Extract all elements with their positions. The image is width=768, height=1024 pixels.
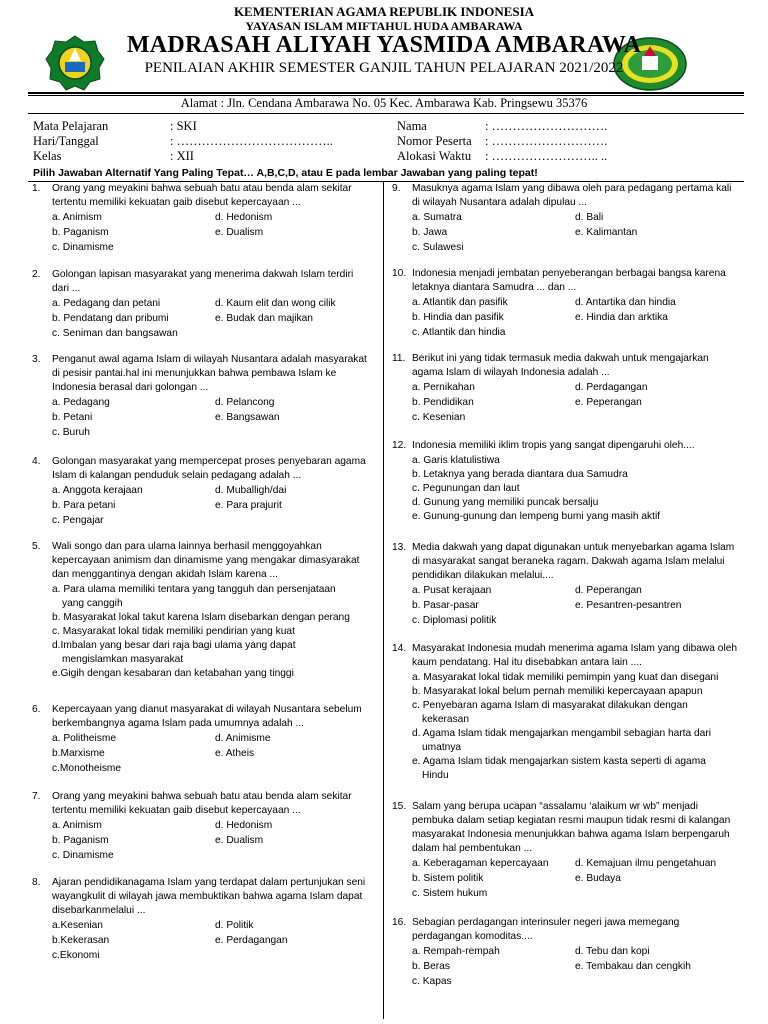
answer-option[interactable]: b.Marxisme bbox=[52, 748, 105, 759]
answer-option[interactable]: a. Atlantik dan pasifik bbox=[412, 297, 508, 308]
question-number: 11. bbox=[392, 353, 406, 364]
question-text: Orang yang meyakini bahwa sebuah batu atau benda alam sekitar tertentu memiliki kekuatan gaib disebut kepercayaan ... bbox=[52, 183, 352, 208]
answer-option[interactable]: e. Peperangan bbox=[575, 397, 642, 408]
answer-option[interactable]: a. Pedagang bbox=[52, 397, 110, 408]
foundation-title: YAYASAN ISLAM MIFTAHUL HUDA AMBARAWA bbox=[245, 19, 523, 33]
school-address: Alamat : Jln. Cendana Ambarawa No. 05 Kec. Ambarawa Kab. Pringsewu 35376 bbox=[180, 96, 588, 110]
question-item bbox=[32, 182, 372, 256]
answer-option[interactable]: d. Muballigh/dai bbox=[215, 485, 287, 496]
answer-option[interactable]: a. Garis klatulistiwa bbox=[412, 455, 500, 466]
answer-option[interactable]: a. Animism bbox=[52, 820, 102, 831]
answer-options bbox=[52, 819, 372, 864]
question-text: Golongan masyarakat yang mempercepat proses penyebaran agama Islam di kalangan penduduk selain pedagang adalah ... bbox=[52, 456, 366, 481]
exam-header bbox=[0, 0, 768, 112]
answer-option[interactable]: d. Peperangan bbox=[575, 585, 642, 596]
answer-option[interactable]: c. Pegunungan dan laut bbox=[412, 483, 520, 494]
question-item bbox=[32, 703, 372, 777]
answer-option[interactable]: b. Masyarakat lokal belum pernah memiliki kepercayaan apapun bbox=[412, 686, 703, 697]
answer-option[interactable]: b. Para petani bbox=[52, 500, 116, 511]
answer-option[interactable]: e. Agama Islam tidak mengajarkan sistem kasta seperti di agama Hindu bbox=[412, 756, 706, 781]
exam-title: PENILAIAN AKHIR SEMESTER GANJIL TAHUN PELAJARAN 2021/2022 bbox=[144, 60, 624, 76]
name-label: Nama bbox=[397, 119, 427, 133]
exam-instruction: Pilih Jawaban Alternatif Yang Paling Tepat… A,B,C,D, atau E pada lembar Jawaban yang paling tepat! bbox=[33, 167, 538, 179]
answer-option[interactable]: e. Bangsawan bbox=[215, 412, 280, 423]
answer-option[interactable]: a. Pusat kerajaan bbox=[412, 585, 492, 596]
question-text: Indonesia menjadi jembatan penyeberangan berbagai bangsa karena letaknya diantara Samudra ... dan ... bbox=[412, 268, 726, 293]
answer-option[interactable]: a.Kesenian bbox=[52, 920, 103, 931]
answer-option[interactable]: c. Dinamisme bbox=[52, 242, 114, 253]
question-item bbox=[392, 800, 742, 902]
question-text: Wali songo dan para ulama lainnya berhasil menggoyahkan kepercayaan animism dan dinamisme yang mengakar dimasyarakat dan menggantinya dengan akidah Islam karena ... bbox=[52, 541, 360, 580]
question-number: 1. bbox=[32, 183, 41, 194]
question-number: 15. bbox=[392, 801, 407, 812]
answer-option[interactable]: d. Kaum elit dan wong cilik bbox=[215, 298, 336, 309]
answer-option[interactable]: d. Pelancong bbox=[215, 397, 275, 408]
question-item bbox=[392, 439, 742, 524]
question-text: Orang yang meyakini bahwa sebuah batu atau benda alam sekitar tertentu memiliki kekuatan gaib disebut kepercayaan ... bbox=[52, 791, 352, 816]
answer-option[interactable]: b. Paganism bbox=[52, 835, 109, 846]
question-number: 8. bbox=[32, 877, 41, 888]
question-text: Penganut awal agama Islam di wilayah Nusantara adalah masyarakat di pesisir pantai.hal ini menunjukkan bahwa pembawa Islam ke Indonesia berasal dari golongan ... bbox=[52, 354, 367, 393]
question-stem bbox=[392, 916, 742, 944]
answer-option[interactable]: e. Dualism bbox=[215, 835, 264, 846]
subject-value: : SKI bbox=[170, 119, 197, 133]
question-stem bbox=[392, 642, 742, 670]
question-number: 2. bbox=[32, 269, 41, 280]
question-stem bbox=[32, 268, 372, 296]
question-text: Masuknya agama Islam yang dibawa oleh para pedagang pertama kali di wilayah Nusantara adalah dipulau ... bbox=[412, 183, 732, 208]
answer-options bbox=[412, 296, 742, 341]
answer-option[interactable]: c. Masyarakat lokal tidak memiliki pendirian yang kuat bbox=[52, 626, 295, 637]
question-item bbox=[32, 455, 372, 529]
question-text: Indonesia memiliki iklim tropis yang sangat dipengaruhi oleh.... bbox=[412, 440, 695, 451]
answer-option[interactable]: a. Rempah-rempah bbox=[412, 946, 500, 957]
address-rule bbox=[28, 113, 744, 114]
question-number: 13. bbox=[392, 542, 407, 553]
answer-option[interactable]: c. Penyebaran agama Islam di masyarakat dilakukan dengan kekerasan bbox=[412, 700, 688, 725]
answer-options bbox=[412, 671, 722, 783]
question-text: Berikut ini yang tidak termasuk media dakwah untuk mengajarkan agama Islam di wilayah Indonesia adalah ... bbox=[412, 353, 709, 378]
question-text: Masyarakat Indonesia mudah menerima agama Islam yang dibawa oleh kaum pendatang. Hal itu disebabkan antara lain .... bbox=[412, 643, 738, 668]
answer-option[interactable]: d. Tebu dan kopi bbox=[575, 946, 650, 957]
question-stem bbox=[392, 352, 742, 380]
answer-option[interactable]: c. Sulawesi bbox=[412, 242, 464, 253]
date-label: Hari/Tanggal bbox=[33, 134, 99, 148]
column-divider bbox=[383, 181, 384, 1019]
answer-option[interactable]: d. Animisme bbox=[215, 733, 271, 744]
question-item bbox=[392, 182, 742, 256]
answer-option[interactable]: c. Diplomasi politik bbox=[412, 615, 497, 626]
answer-options bbox=[52, 396, 372, 441]
question-number: 12. bbox=[392, 440, 407, 451]
question-stem bbox=[32, 876, 372, 918]
class-value: : XII bbox=[170, 149, 194, 163]
answer-option[interactable]: e. Gunung-gunung dan lempeng bumi yang masih aktif bbox=[412, 511, 661, 522]
answer-option[interactable]: e. Hindia dan arktika bbox=[575, 312, 668, 323]
answer-options bbox=[412, 454, 722, 524]
answer-option[interactable]: c.Ekonomi bbox=[52, 950, 100, 961]
answer-options bbox=[412, 211, 742, 256]
answer-option[interactable]: d. Hedonism bbox=[215, 820, 273, 831]
answer-option[interactable]: a. Masyarakat lokal tidak memiliki pemimpin yang kuat dan disegani bbox=[412, 672, 719, 683]
time-allocation-label: Alokasi Waktu bbox=[397, 149, 472, 163]
answer-option[interactable]: e. Dualism bbox=[215, 227, 264, 238]
answer-option[interactable]: c. Buruh bbox=[52, 427, 90, 438]
answer-option[interactable]: d. Perdagangan bbox=[575, 382, 648, 393]
question-text: Media dakwah yang dapat digunakan untuk menyebarkan agama Islam di masyarakat sangat beraneka ragam. Dakwah agama Islam melalui pendidikan dilakukan melalui.... bbox=[412, 542, 735, 581]
answer-option[interactable]: b. Pendidikan bbox=[412, 397, 474, 408]
question-item bbox=[32, 790, 372, 864]
answer-option[interactable]: b. Masyarakat lokal takut karena Islam disebarkan dengan perang bbox=[52, 612, 350, 623]
participant-number-value: : ………………………. bbox=[485, 134, 608, 148]
answer-option[interactable]: d. Antartika dan hindia bbox=[575, 297, 676, 308]
answer-options bbox=[412, 584, 742, 629]
question-item bbox=[32, 268, 372, 342]
question-number: 7. bbox=[32, 791, 41, 802]
question-item bbox=[32, 876, 372, 964]
subject-label: Mata Pelajaran bbox=[33, 119, 109, 133]
question-text: Sebagian perdagangan interinsuler negeri jawa memegang perdagangan komoditas.... bbox=[412, 917, 680, 942]
question-stem bbox=[32, 703, 372, 731]
question-item bbox=[392, 541, 742, 629]
question-stem bbox=[32, 182, 372, 210]
question-number: 16. bbox=[392, 917, 407, 928]
answer-option[interactable]: e. Kalimantan bbox=[575, 227, 638, 238]
question-number: 10. bbox=[392, 268, 407, 279]
question-stem bbox=[392, 439, 742, 453]
answer-option[interactable]: b. Pendatang dan pribumi bbox=[52, 313, 169, 324]
question-item bbox=[392, 352, 742, 426]
answer-option[interactable]: a. Keberagaman kepercayaan bbox=[412, 858, 549, 869]
question-item bbox=[392, 267, 742, 341]
question-stem bbox=[392, 182, 742, 210]
question-text: Golongan lapisan masyarakat yang menerima dakwah Islam terdiri dari ... bbox=[52, 269, 354, 294]
answer-option[interactable]: e. Atheis bbox=[215, 748, 255, 759]
participant-number-label: Nomor Peserta bbox=[397, 134, 472, 148]
answer-option[interactable]: d. Politik bbox=[215, 920, 254, 931]
answer-option[interactable]: d. Hedonism bbox=[215, 212, 273, 223]
answer-option[interactable]: b. Letaknya yang berada diantara dua Samudra bbox=[412, 469, 628, 480]
answer-option[interactable]: c. Kesenian bbox=[412, 412, 466, 423]
answer-option[interactable]: e. Pesantren-pesantren bbox=[575, 600, 682, 611]
answer-option[interactable]: a. Sumatra bbox=[412, 212, 462, 223]
header-rule-thick bbox=[28, 92, 744, 94]
answer-options bbox=[412, 381, 742, 426]
question-stem bbox=[392, 267, 742, 295]
question-item bbox=[392, 642, 742, 783]
answer-option[interactable]: b. Beras bbox=[412, 961, 450, 972]
answer-option[interactable]: d.Imbalan yang besar dari raja bagi ulama yang dapat mengislamkan masyarakat bbox=[52, 640, 296, 665]
question-item bbox=[392, 916, 742, 990]
answer-option[interactable]: c. Dinamisme bbox=[52, 850, 114, 861]
answer-option[interactable]: a. Pedagang dan petani bbox=[52, 298, 161, 309]
question-stem bbox=[32, 790, 372, 818]
answer-option[interactable]: a. Para ulama memiliki tentara yang tangguh dan persenjataan yang canggih bbox=[52, 584, 336, 609]
answer-options bbox=[52, 732, 372, 777]
answer-option[interactable]: e.Gigih dengan kesabaran dan ketabahan yang tinggi bbox=[52, 668, 294, 679]
answer-option[interactable]: b. Jawa bbox=[412, 227, 448, 238]
school-title: MADRASAH ALIYAH YASMIDA AMBARAWA bbox=[126, 32, 642, 58]
question-text: Salam yang berupa ucapan “assalamu ‘alaikum wr wb” menjadi pembuka dalam setiap kegiatan resmi maupun tidak resmi di kalangan masyarakat Indonesia menunjukkan bahwa agama Islam berpengaruh dalam hal pembentukan ... bbox=[412, 801, 731, 854]
question-number: 6. bbox=[32, 704, 41, 715]
answer-options bbox=[52, 211, 372, 256]
class-label: Kelas bbox=[33, 149, 62, 163]
answer-option[interactable]: e. Para prajurit bbox=[215, 500, 282, 511]
question-stem bbox=[392, 800, 742, 856]
question-text: Kepercayaan yang dianut masyarakat di wilayah Nusantara sebelum berkembangnya agama Islam pada umumnya adalah ... bbox=[52, 704, 362, 729]
answer-option[interactable]: b. Paganism bbox=[52, 227, 109, 238]
question-stem bbox=[32, 540, 372, 582]
question-text: Ajaran pendidikanagama Islam yang terdapat dalam pertunjukan seni wayangkulit di wilayah jawa membuktikan bahwa agama Islam dapat disebarkanmelalui ... bbox=[52, 877, 366, 916]
question-number: 9. bbox=[392, 183, 401, 194]
date-value: : ……………………………….. bbox=[170, 134, 333, 148]
answer-option[interactable]: a. Politheisme bbox=[52, 733, 116, 744]
answer-option[interactable]: c. Atlantik dan hindia bbox=[412, 327, 506, 338]
question-number: 14. bbox=[392, 643, 407, 654]
answer-option[interactable]: c.Monotheisme bbox=[52, 763, 122, 774]
answer-option[interactable]: b.Kekerasan bbox=[52, 935, 110, 946]
question-stem bbox=[32, 455, 372, 483]
ministry-title: KEMENTERIAN AGAMA REPUBLIK INDONESIA bbox=[233, 4, 535, 19]
question-number: 5. bbox=[32, 541, 41, 552]
answer-option[interactable]: d. Kemajuan ilmu pengetahuan bbox=[575, 858, 717, 869]
answer-option[interactable]: c. Pengajar bbox=[52, 515, 104, 526]
exam-info-left bbox=[33, 119, 373, 164]
answer-option[interactable]: a. Anggota kerajaan bbox=[52, 485, 143, 496]
name-value: : ………………………. bbox=[485, 119, 608, 133]
answer-options bbox=[412, 945, 742, 990]
answer-options bbox=[52, 484, 372, 529]
answer-option[interactable]: a. Animism bbox=[52, 212, 102, 223]
exam-info-right bbox=[397, 119, 737, 164]
answer-options bbox=[52, 919, 372, 964]
answer-option[interactable]: e. Budaya bbox=[575, 873, 621, 884]
answer-option[interactable]: e. Tembakau dan cengkih bbox=[575, 961, 691, 972]
answer-option[interactable]: b. Sistem politik bbox=[412, 873, 484, 884]
answer-option[interactable]: e. Budak dan majikan bbox=[215, 313, 313, 324]
answer-option[interactable]: d. Gunung yang memiliki puncak bersalju bbox=[412, 497, 599, 508]
answer-option[interactable]: b. Pasar-pasar bbox=[412, 600, 479, 611]
question-item bbox=[32, 540, 372, 681]
answer-option[interactable]: d. Bali bbox=[575, 212, 604, 223]
answer-option[interactable]: a. Pernikahan bbox=[412, 382, 475, 393]
answer-options bbox=[412, 857, 742, 902]
question-number: 4. bbox=[32, 456, 41, 467]
answer-option[interactable]: b. Hindia dan pasifik bbox=[412, 312, 504, 323]
answer-option[interactable]: e. Perdagangan bbox=[215, 935, 288, 946]
question-stem bbox=[392, 541, 742, 583]
question-stem bbox=[32, 353, 372, 395]
answer-option[interactable]: d. Agama Islam tidak mengajarkan mengambil sebagian harta dari umatnya bbox=[412, 728, 711, 753]
time-allocation-value: : …………………….. .. bbox=[485, 149, 608, 163]
question-item bbox=[32, 353, 372, 441]
answer-options bbox=[52, 583, 352, 681]
answer-option[interactable]: b. Petani bbox=[52, 412, 93, 423]
question-number: 3. bbox=[32, 354, 41, 365]
answer-option[interactable]: c. Sistem hukum bbox=[412, 888, 488, 899]
answer-options bbox=[52, 297, 372, 342]
answer-option[interactable]: c. Kapas bbox=[412, 976, 452, 987]
answer-option[interactable]: c. Seniman dan bangsawan bbox=[52, 328, 178, 339]
